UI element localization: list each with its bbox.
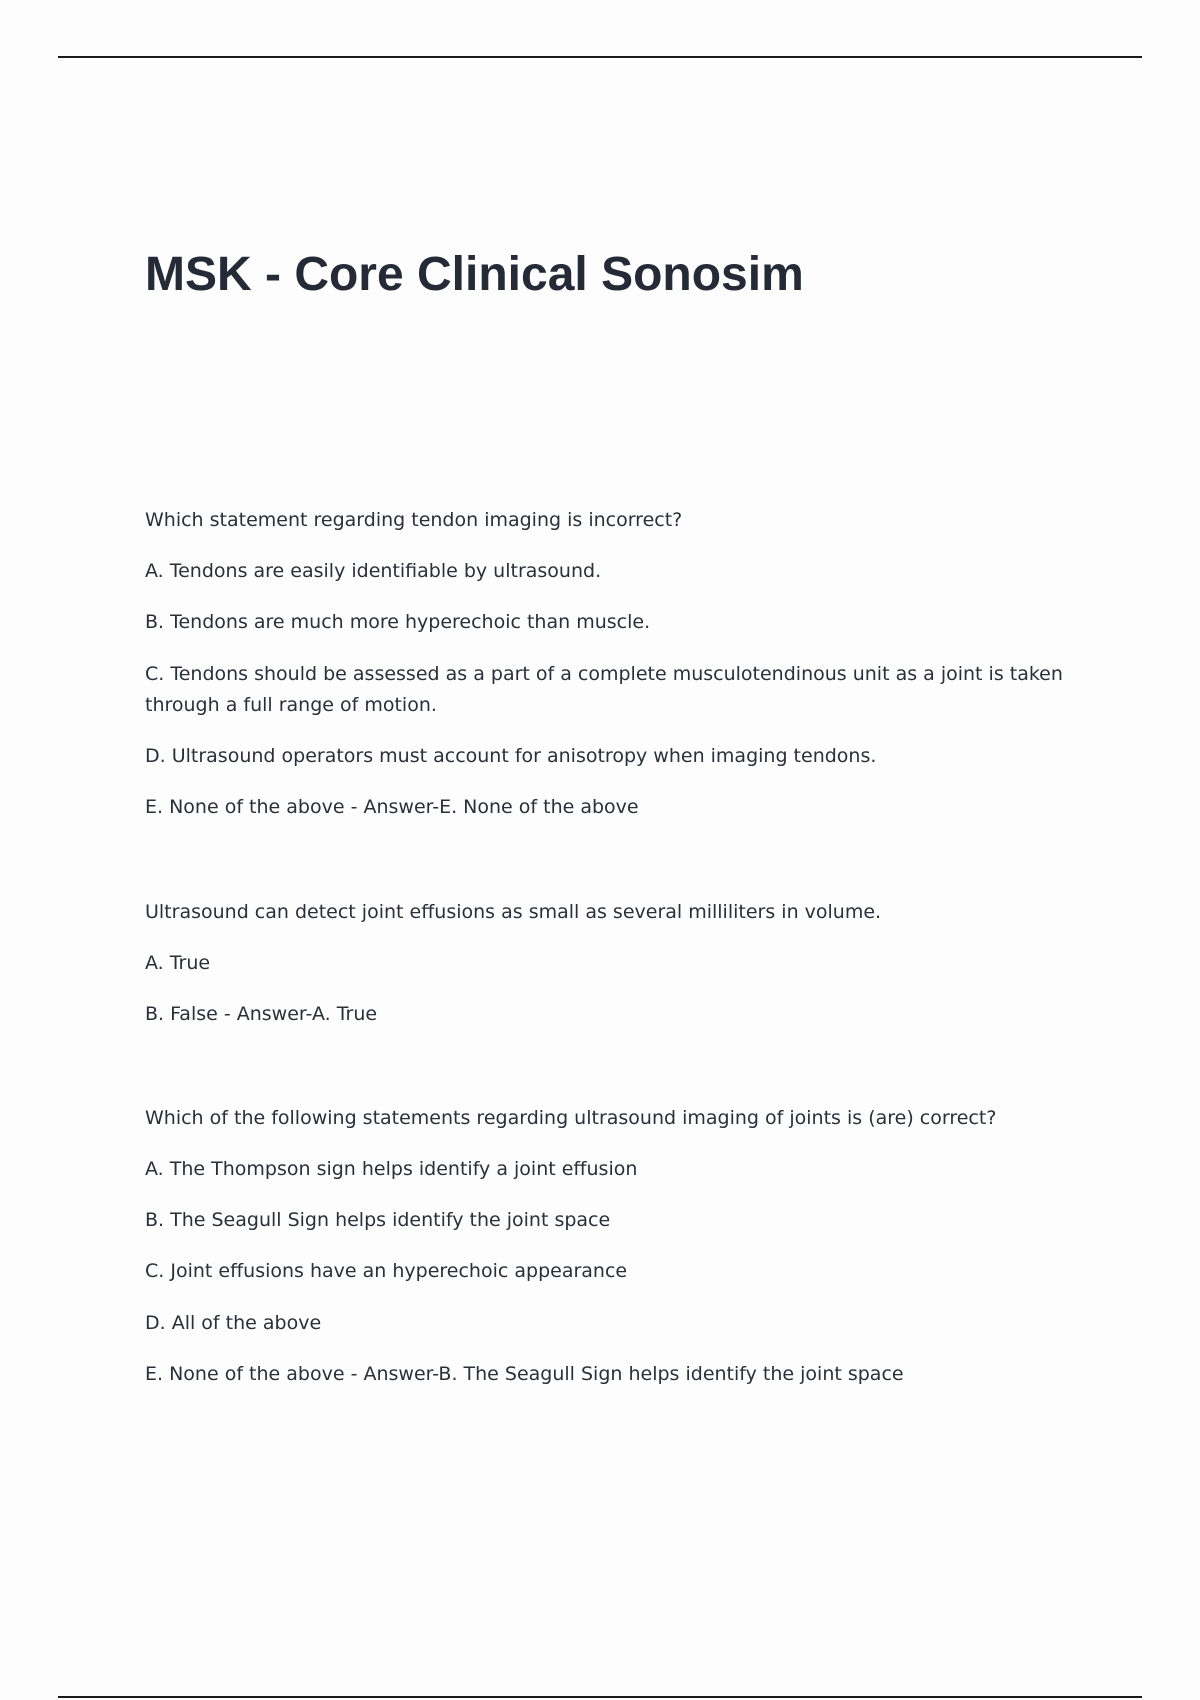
question-1-option-d: D. Ultrasound operators must account for anisotropy when imaging tendons. xyxy=(145,745,877,767)
question-1-option-b: B. Tendons are much more hyperechoic than muscle. xyxy=(145,611,651,633)
question-1-option-c: C. Tendons should be assessed as a part of a complete musculotendinous unit as a joint is taken through a full range of motion. xyxy=(145,663,1063,716)
question-1-option-e-answer: E. None of the above - Answer-E. None of the above xyxy=(145,796,639,818)
question-1-prompt: Which statement regarding tendon imaging is incorrect? xyxy=(145,509,683,531)
question-3-option-e-answer: E. None of the above - Answer-B. The Seagull Sign helps identify the joint space xyxy=(145,1363,904,1385)
question-3-prompt: Which of the following statements regarding ultrasound imaging of joints is (are) correct? xyxy=(145,1107,997,1129)
question-1-option-a: A. Tendons are easily identifiable by ultrasound. xyxy=(145,560,602,582)
question-3-option-d: D. All of the above xyxy=(145,1312,322,1334)
question-3-option-b: B. The Seagull Sign helps identify the joint space xyxy=(145,1209,611,1231)
question-2-prompt: Ultrasound can detect joint effusions as small as several milliliters in volume. xyxy=(145,901,882,923)
question-2-option-a: A. True xyxy=(145,952,211,974)
footer-rule xyxy=(58,1696,1142,1698)
question-3-option-a: A. The Thompson sign helps identify a joint effusion xyxy=(145,1158,638,1180)
header-rule xyxy=(58,56,1142,58)
question-2-option-b-answer: B. False - Answer-A. True xyxy=(145,1003,378,1025)
question-3-option-c: C. Joint effusions have an hyperechoic appearance xyxy=(145,1260,628,1282)
document-title: MSK - Core Clinical Sonosim xyxy=(145,248,804,301)
